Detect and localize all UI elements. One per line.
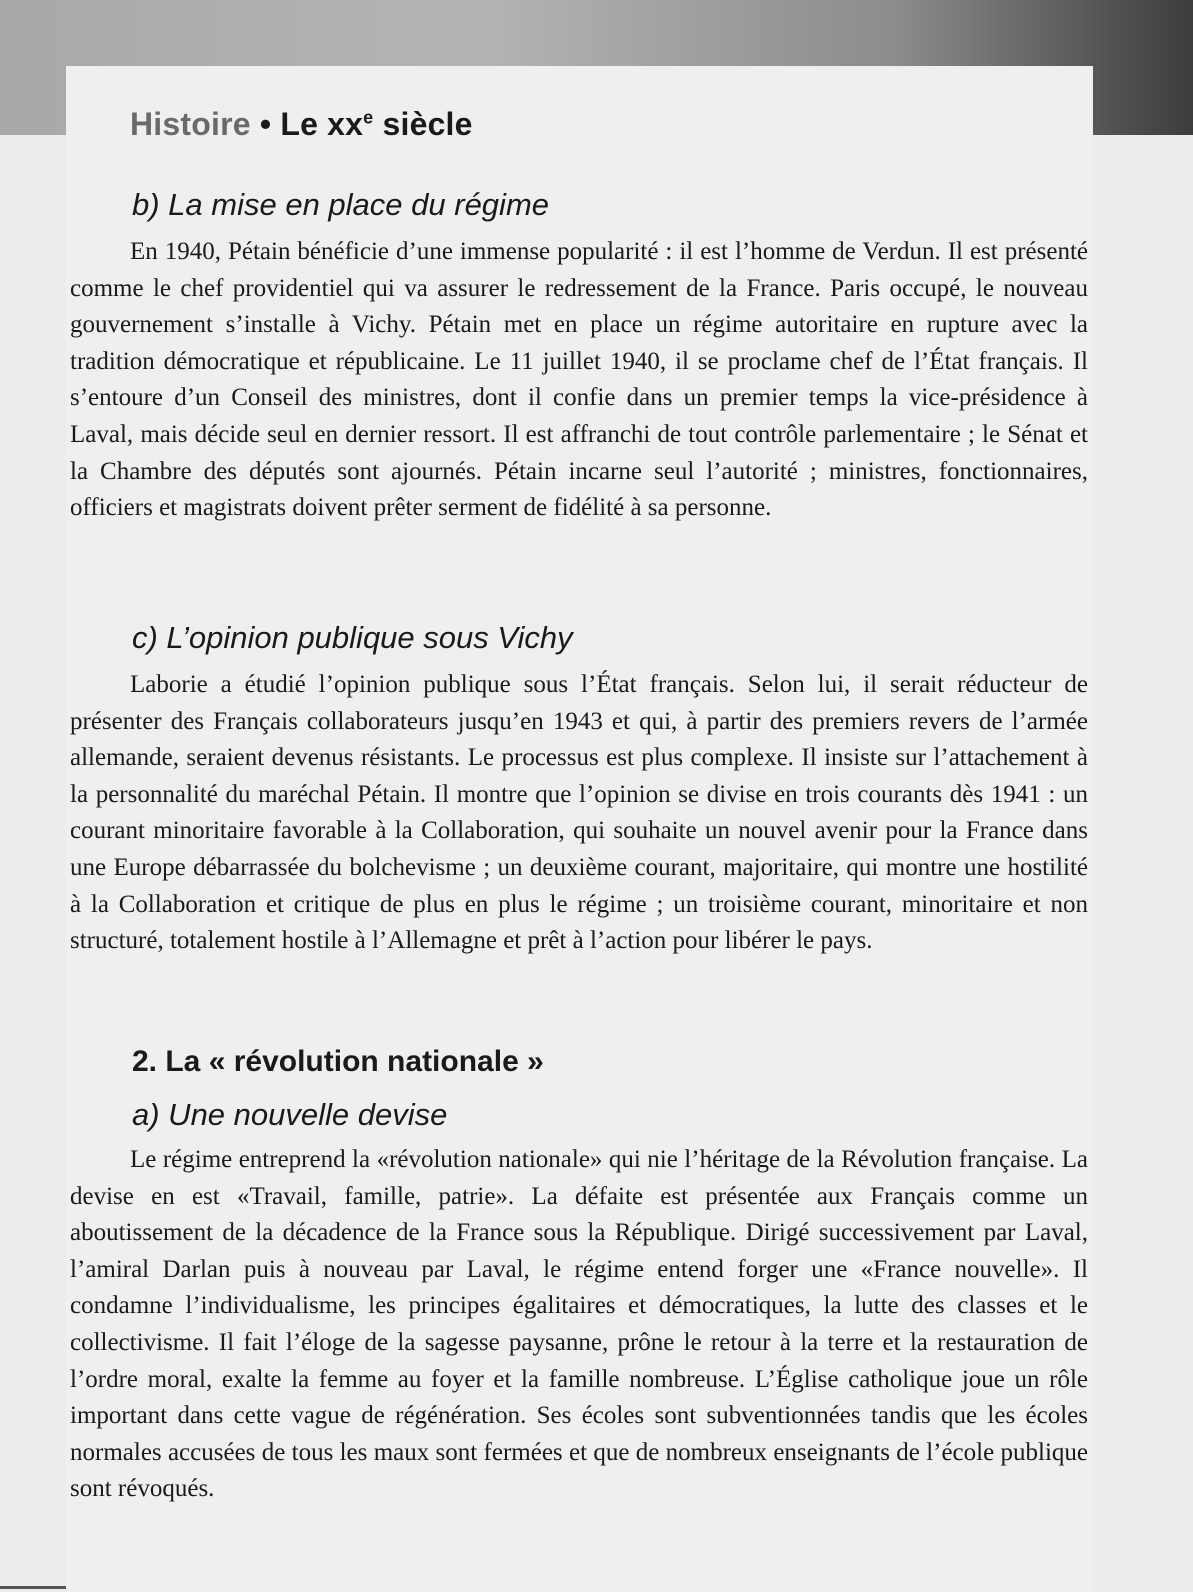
page-header (130, 106, 473, 143)
header-section: Histoire (130, 106, 251, 142)
paragraph-b: En 1940, Pétain bénéficie d’une immense popularité : il est l’homme de Verdun. Il est présenté comme le chef providentiel qui va assurer le redressement de la France. Paris occupé, le nouveau gouvernement s’installe à Vichy. Pétain met en place un régime autoritaire en rupture avec la tradition démocratique et républicaine. Le 11 juillet 1940, il se proclame chef de l’État français. Il s’entoure d’un Conseil des ministres, dont il confie dans un premier temps la vice-présidence à Laval, mais décide seul en dernier ressort. Il est affranchi de tout contrôle parlementaire ; le Sénat et la Chambre des députés sont ajournés. Pétain incarne seul l’autorité ; ministres, fonctionnaires, officiers et magistrats doivent prêter serment de fidélité à sa personne. (70, 238, 1088, 522)
subheading-c: c) L’opinion publique sous Vichy (132, 620, 573, 655)
header-topic (280, 106, 472, 142)
header-topic-suffix: siècle (373, 106, 473, 142)
header-separator: • (259, 106, 272, 142)
section-title-2: 2. La « révolution nationale » (132, 1045, 544, 1078)
subheading-b: b) La mise en place du régime (132, 187, 550, 222)
header-topic-sup: e (363, 107, 374, 128)
paragraph-c: Laborie a étudié l’opinion publique sous l’État français. Selon lui, il serait réducteur de présenter des Français collaborateurs jusqu’en 1943 et qui, à partir des premiers revers de l’armée allemande, seraient devenus résistants. Le processus est plus complexe. Il insiste sur l’attachement à la personnalité du maréchal Pétain. Il montre que l’opinion se divise en trois courants dès 1941 : un courant minoritaire favorable à la Collaboration, qui souhaite un nouvel avenir pour la France dans une Europe débarrassée du bolchevisme ; un deuxième courant, majoritaire, qui montre une hostilité à la Collaboration et critique de plus en plus le régime ; un troisième courant, minoritaire et non structuré, totalement hostile à l’Allemagne et prêt à l’action pour libérer le pays. (70, 671, 1088, 955)
header-topic-prefix: Le xx (280, 106, 364, 142)
paragraph-a: Le régime entreprend la «révolution nationale» qui nie l’héritage de la Révolution française. La devise en est «Travail, famille, patrie». La défaite est présentée aux Français comme un aboutissement de la décadence de la France sous la République. Dirigé successivement par Laval, l’amiral Darlan puis à nouveau par Laval, le régime entend forger une «France nouvelle». Il condamne l’individualisme, les principes égalitaires et démocratiques, la lutte des classes et le collectivisme. Il fait l’éloge de la sagesse paysanne, prône le retour à la terre et la restauration de l’ordre moral, exalte la femme au foyer et la famille nombreuse. L’Église catholique joue un rôle important dans cette vague de régénération. Ses écoles sont subventionnées tandis que les écoles normales accusées de tous les maux sont fermées et que de nombreux enseignants de l’école publique sont révoqués. (70, 1146, 1088, 1503)
subheading-a: a) Une nouvelle devise (132, 1097, 448, 1132)
bottom-edge-mark (0, 1586, 66, 1589)
